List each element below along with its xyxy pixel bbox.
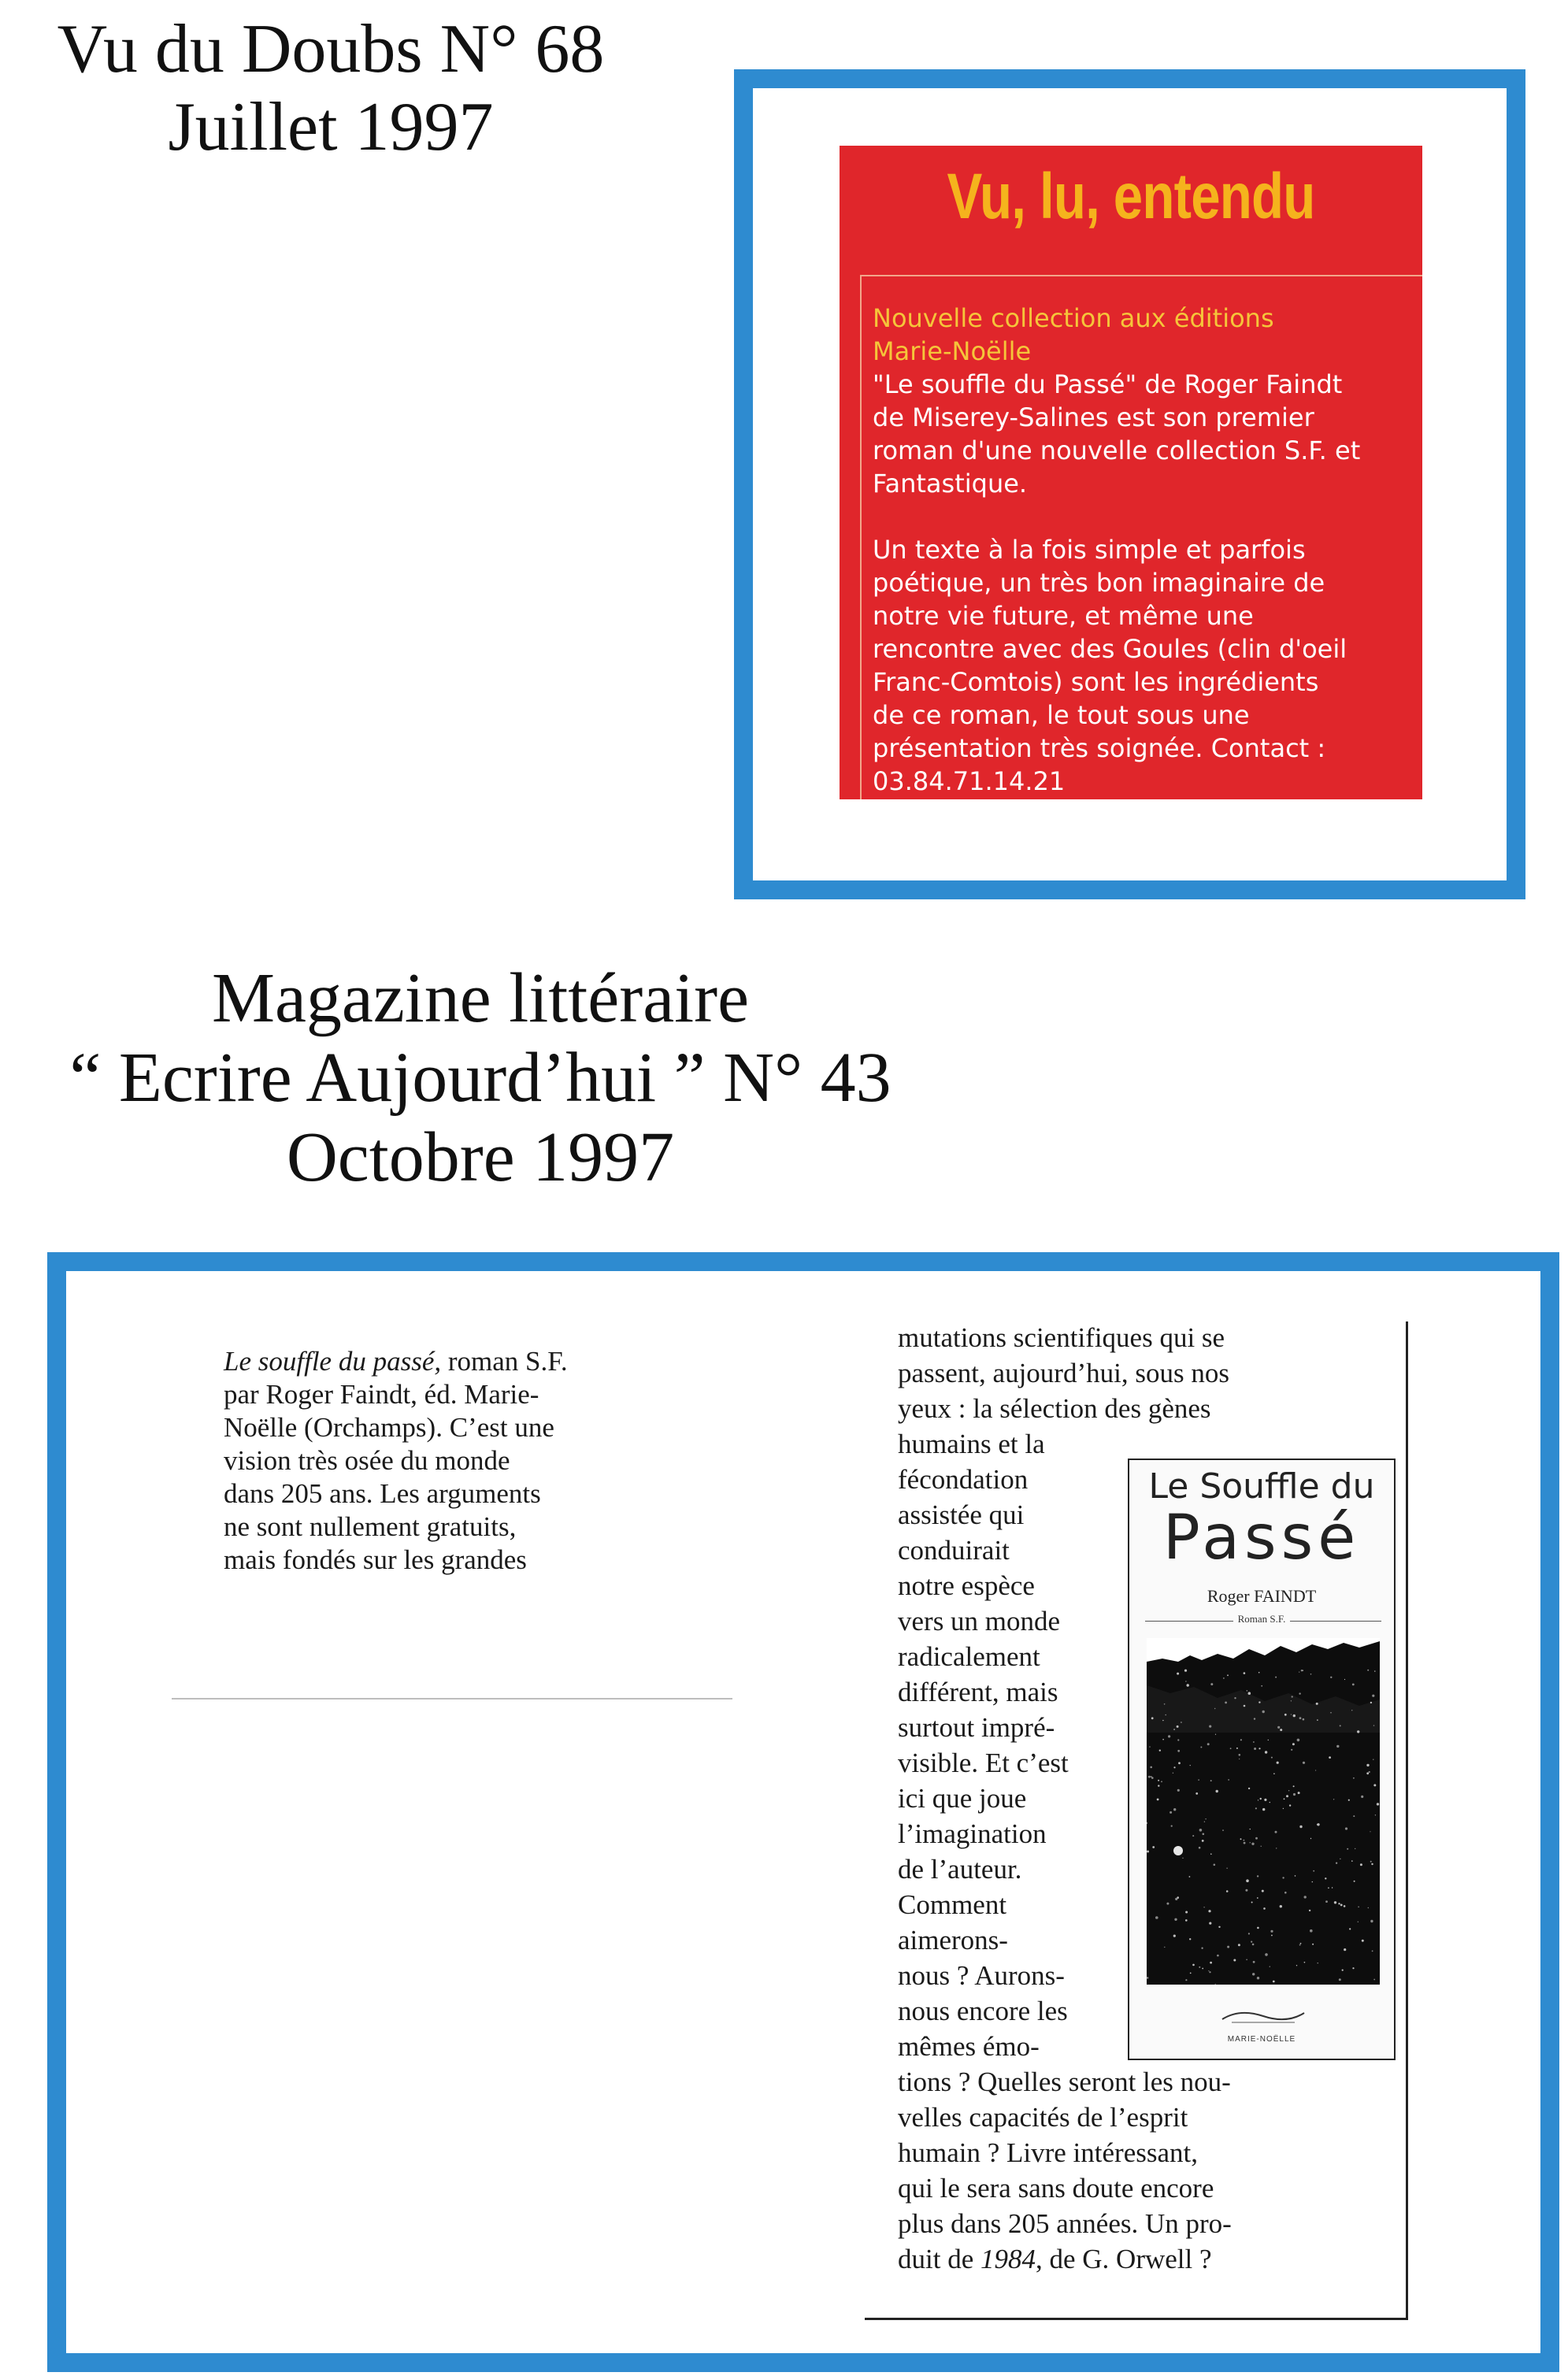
column-divider-rule (172, 1698, 732, 1700)
article-line: surtout impré- (898, 1712, 1055, 1743)
article-line: Comment (898, 1889, 1007, 1920)
article-line: par Roger Faindt, éd. Marie- (224, 1379, 539, 1410)
article-line: vers un monde (898, 1606, 1061, 1637)
article-line: mêmes émo- (898, 2031, 1040, 2062)
article-line: différent, mais (898, 1677, 1058, 1707)
article-line: ici que joue (898, 1783, 1027, 1814)
heading-magazine-litteraire (0, 959, 961, 1197)
article-line: l’imagination (898, 1818, 1047, 1849)
book-title-italic: Le souffle du passé, (224, 1346, 442, 1377)
clipping-text-line: Un texte à la fois simple et parfois (873, 535, 1306, 565)
heading-vu-du-doubs (16, 11, 646, 166)
clipping-text-line: rencontre avec des Goules (clin d'oeil (873, 634, 1347, 664)
heading-mag-line2: “ Ecrire Aujourd’hui ” N° 43 (69, 1038, 891, 1117)
article-line: yeux : la sélection des gènes (898, 1393, 1211, 1424)
article-line-rest: roman S.F. (441, 1346, 568, 1377)
article-line: qui le sera sans doute encore (898, 2173, 1214, 2204)
clipping-text-line: poétique, un très bon imaginaire de (873, 568, 1325, 598)
clipping-text-line: notre vie future, et même une (873, 601, 1254, 631)
article-line: dans 205 ans. Les arguments (224, 1478, 541, 1509)
orwell-title-italic: 1984 (980, 2244, 1036, 2274)
article-line: radicalement (898, 1641, 1040, 1672)
article-line: conduirait (898, 1535, 1010, 1566)
article-line-suffix: , de G. Orwell ? (1035, 2244, 1212, 2274)
heading-mag-line3: Octobre 1997 (286, 1118, 675, 1196)
heading-vu-line1: Vu du Doubs N° 68 (57, 11, 605, 87)
clipping-text-line: présentation très soignée. Contact : (873, 733, 1326, 763)
book-cover-title-line2: Passé (1162, 1503, 1361, 1573)
book-cover-subtitle-text: Roman S.F. (1233, 1613, 1291, 1625)
book-cover-night-image (1147, 1638, 1380, 1985)
book-cover-title-line1: Le Souffle du (1148, 1466, 1375, 1507)
article-line: plus dans 205 années. Un pro- (898, 2208, 1232, 2239)
article-left-column (224, 1345, 712, 1577)
article-line (224, 1345, 712, 1378)
heading-mag-line1: Magazine littéraire (211, 959, 750, 1037)
article-line: notre espèce (898, 1570, 1035, 1601)
article-line: vision très osée du monde (224, 1445, 510, 1476)
clipping-text-line: 03.84.71.14.21 (873, 766, 1066, 796)
clipping-text-line: Franc-Comtois) sont les ingrédients (873, 667, 1319, 697)
book-cover (1128, 1459, 1396, 2060)
article-line: visible. Et c’est (898, 1748, 1069, 1778)
clipping-text-line: de ce roman, le tout sous une (873, 700, 1250, 730)
clipping-subtitle-line: Marie-Noëlle (873, 336, 1032, 366)
article-line: Noëlle (Orchamps). C’est une (224, 1412, 554, 1443)
article-line: assistée qui (898, 1499, 1025, 1530)
article-line: mutations scientifiques qui se (898, 1322, 1225, 1353)
red-clipping (840, 146, 1422, 799)
article-line: aimerons- (898, 1925, 1008, 1955)
clipping-title: Vu, lu, entendu (947, 161, 1315, 232)
book-cover-subtitle (1129, 1613, 1394, 1625)
article-line: de l’auteur. (898, 1854, 1022, 1885)
article-line-prefix: duit de (898, 2244, 980, 2274)
moon-highlight (1173, 1846, 1183, 1855)
clipping-text-line: Fantastique. (873, 469, 1028, 499)
book-cover-publisher: MARIE-NOËLLE (1227, 2035, 1296, 2044)
article-line: fécondation (898, 1464, 1029, 1495)
clipping-text-line: roman d'une nouvelle collection S.F. et (873, 436, 1361, 465)
article-line: ne sont nullement gratuits, (224, 1511, 517, 1542)
article-line: velles capacités de l’esprit (898, 2102, 1188, 2133)
clipping-text-line: de Miserey-Salines est son premier (873, 402, 1314, 432)
book-cover-author: Roger FAINDT (1207, 1586, 1317, 1606)
clipping-body (873, 302, 1418, 798)
clipping-text-line: "Le souffle du Passé" de Roger Faindt (873, 369, 1343, 399)
clipping-subtitle-line: Nouvelle collection aux éditions (873, 303, 1274, 333)
article-line: tions ? Quelles seront les nou- (898, 2066, 1231, 2097)
article-line: nous encore les (898, 1996, 1068, 2026)
article-line: mais fondés sur les grandes (224, 1544, 527, 1575)
paragraph-gap (873, 500, 1418, 533)
article-line (898, 2241, 1232, 2277)
heading-vu-line2: Juillet 1997 (168, 88, 494, 165)
article-line: humain ? Livre intéressant, (898, 2137, 1198, 2168)
article-line: humains et la (898, 1429, 1045, 1459)
article-line: passent, aujourd’hui, sous nos (898, 1358, 1229, 1388)
article-line: nous ? Aurons- (898, 1960, 1065, 1991)
publisher-logo-icon (1216, 2005, 1310, 2029)
